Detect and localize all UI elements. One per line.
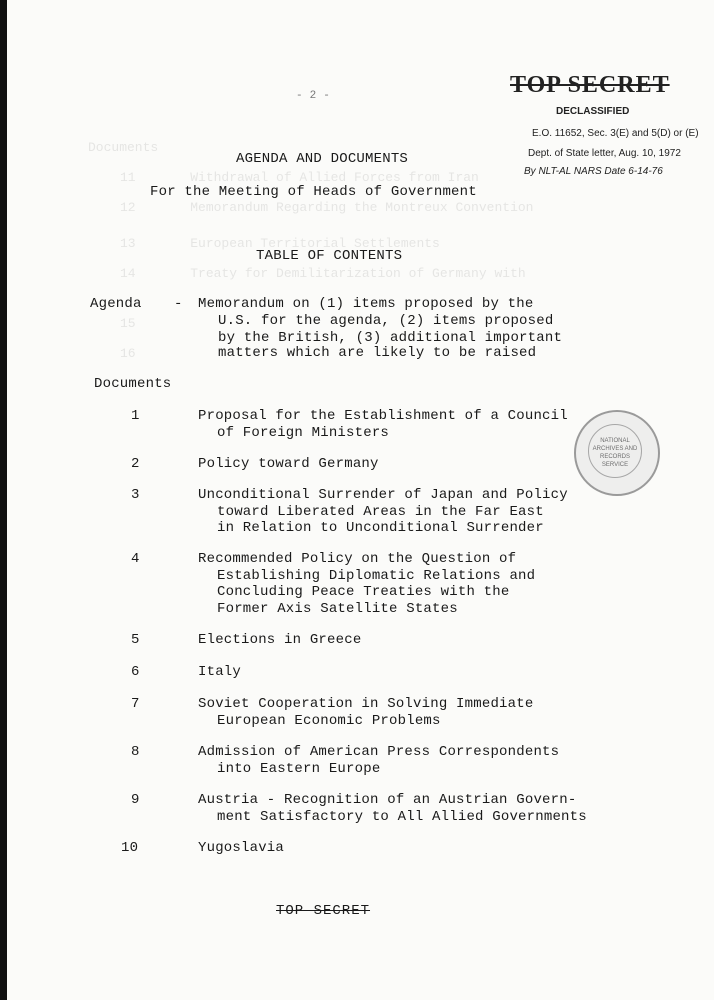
document-title-line: of Foreign Ministers <box>217 424 390 441</box>
document-title-line: Proposal for the Establishment of a Council <box>198 408 568 424</box>
document-title-line: Unconditional Surrender of Japan and Policy <box>198 487 568 503</box>
footer-classification: TOP SECRET <box>276 903 371 919</box>
agenda-line: by the British, (3) additional important <box>218 330 563 346</box>
document-subtitle: For the Meeting of Heads of Government <box>150 184 477 200</box>
seal-text: NATIONAL ARCHIVES AND RECORDS SERVICE <box>588 424 642 478</box>
agenda-line: matters which are likely to be raised <box>218 345 537 361</box>
dept-line: Dept. of State letter, Aug. 10, 1972 <box>528 148 681 159</box>
document-title-line: Elections in Greece <box>198 632 362 648</box>
document-title-line: Soviet Cooperation in Solving Immediate <box>198 696 534 712</box>
by-line: By NLT-AL NARS Date 6-14-76 <box>524 166 663 177</box>
documents-label: Documents <box>94 376 172 392</box>
document-title-line: ment Satisfactory to All Allied Governments <box>217 808 587 825</box>
document-number: 3 <box>131 487 140 503</box>
document-title-line: Italy <box>198 664 242 680</box>
document-title-line: Establishing Diplomatic Relations and <box>217 567 536 584</box>
agenda-dash: - <box>174 296 183 312</box>
document-title-line: Policy toward Germany <box>198 456 379 472</box>
eo-line: E.O. 11652, Sec. 3(E) and 5(D) or (E) <box>532 128 699 139</box>
bleed-through-text: 13 European Territorial Settlements <box>120 236 440 251</box>
document-number: 2 <box>131 456 140 472</box>
agenda-line: U.S. for the agenda, (2) items proposed <box>218 313 554 329</box>
document-title-line: Admission of American Press Correspondents <box>198 744 560 760</box>
toc-heading: TABLE OF CONTENTS <box>256 248 403 264</box>
bleed-through-text: 11 Withdrawal of Allied Forces from Iran <box>120 170 479 185</box>
document-title: AGENDA AND DOCUMENTS <box>236 151 409 167</box>
document-title-line: Austria - Recognition of an Austrian Govern- <box>198 792 577 808</box>
declassified-label: DECLASSIFIED <box>556 106 630 117</box>
bleed-through-text: 14 Treaty for Demilitarization of Germany with <box>120 266 526 281</box>
bleed-through-text: Documents <box>88 140 159 155</box>
bleed-through-text: 16 <box>120 346 136 361</box>
document-title-line: European Economic Problems <box>217 712 441 729</box>
document-number: 7 <box>131 696 140 712</box>
document-number: 10 <box>121 840 139 856</box>
scan-border <box>0 0 7 1000</box>
document-number: 6 <box>131 664 140 680</box>
document-number: 9 <box>131 792 140 808</box>
bleed-through-text: 15 <box>120 316 136 331</box>
bleed-through-text: 12 Memorandum Regarding the Montreux Convention <box>120 200 534 215</box>
document-number: 5 <box>131 632 140 648</box>
document-title-line: in Relation to Unconditional Surrender <box>217 520 544 536</box>
document-number: 1 <box>131 408 140 424</box>
agenda-label: Agenda <box>90 296 142 312</box>
page-mark: - 2 - <box>296 90 331 102</box>
document-title-line: toward Liberated Areas in the Far East <box>217 503 544 520</box>
document-title-line: into Eastern Europe <box>217 760 381 777</box>
document-title-line: Recommended Policy on the Question of <box>198 551 517 567</box>
document-number: 4 <box>131 551 140 567</box>
document-number: 8 <box>131 744 140 760</box>
national-archives-seal <box>574 410 660 496</box>
agenda-line: Memorandum on (1) items proposed by the <box>198 296 534 312</box>
top-secret-stamp: TOP SECRET <box>510 72 670 98</box>
document-title-line: Concluding Peace Treaties with the <box>217 584 510 600</box>
document-title-line: Former Axis Satellite States <box>217 600 458 617</box>
document-title-line: Yugoslavia <box>198 840 285 856</box>
